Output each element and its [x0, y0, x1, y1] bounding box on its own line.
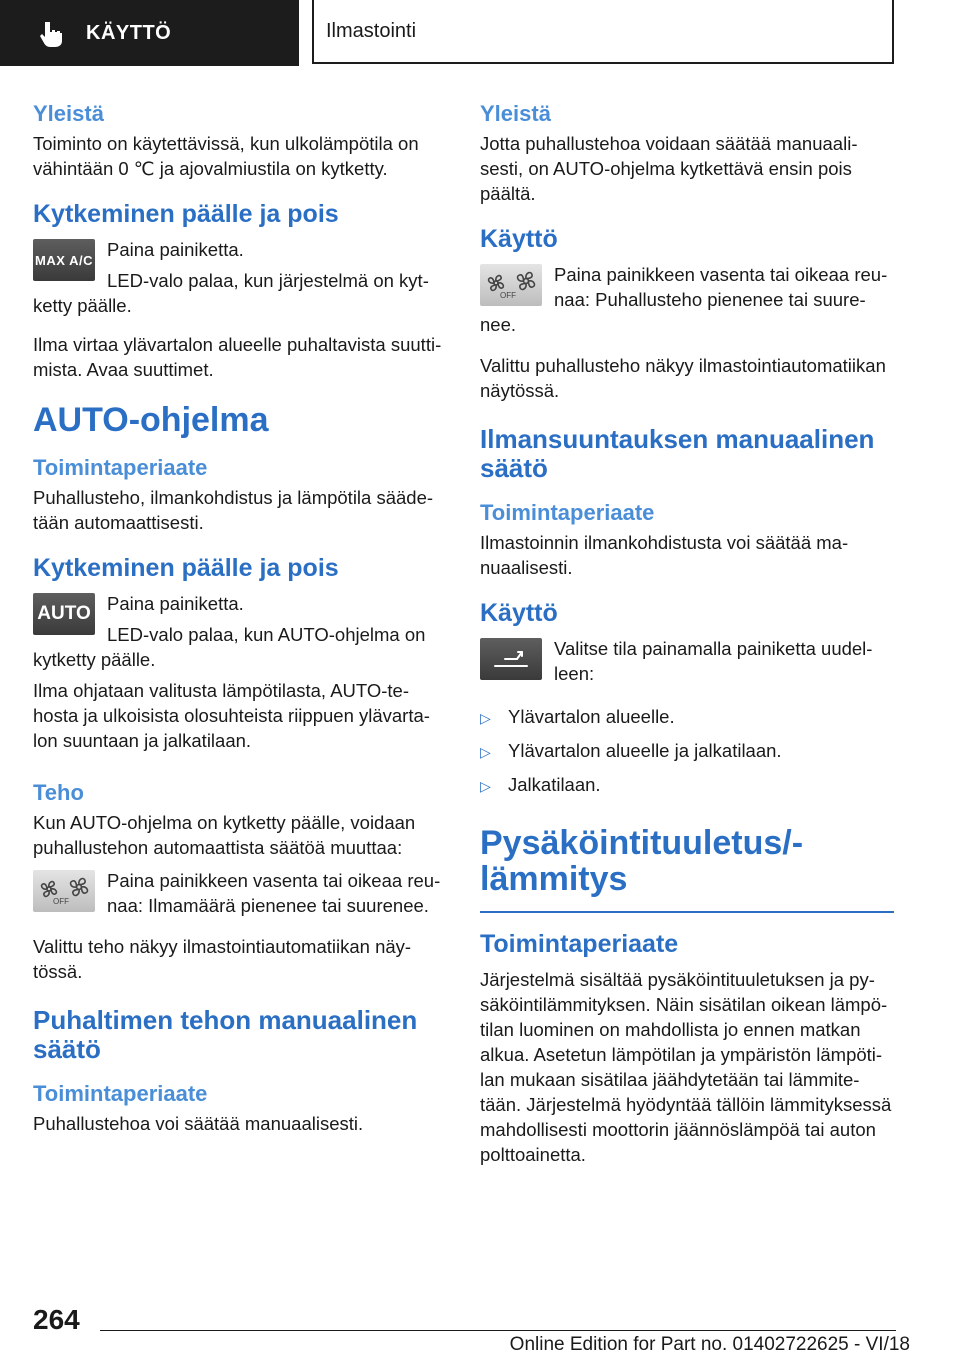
- paragraph-valittu-right: Valittu puhallusteho näkyy ilmastointiautomatiikan näytössä.: [480, 355, 886, 401]
- page-number: 264: [33, 1304, 80, 1335]
- heading-kytkeminen-1: Kytkeminen päälle ja pois: [33, 200, 339, 228]
- auto-instruction: [33, 591, 447, 678]
- left-column: [33, 100, 447, 1144]
- paragraph-yleista: Toiminto on käytettävissä, kun ulkolämpötila on vähintään 0 ℃ ja ajovalmiustila on kytketty.: [33, 133, 419, 179]
- section-divider: [480, 911, 894, 913]
- list-item: ▷ Ylävartalon alueelle.: [480, 704, 894, 731]
- paragraph-kaytto-1: Paina painikkeen vasenta tai oikeaa reunaa: Puhallusteho pienenee tai suurenee.: [480, 264, 888, 335]
- edition-text: Online Edition for Part no. 01402722625 - VI/18: [509, 1334, 910, 1355]
- heading-toimintaperiaate-2: Toimintaperiaate: [33, 1081, 208, 1106]
- paragraph-yleista-right: Jotta puhallustehoa voidaan säätää manuaalisesti, on AUTO-ohjelma kytkettävä ensin pois päältä.: [480, 133, 858, 204]
- paragraph-paina-1: Paina painiketta.: [107, 239, 244, 260]
- air-direction-button-icon: [480, 638, 542, 680]
- air-direction-icon: [491, 646, 531, 672]
- paragraph-toimintaperiaate-3: Järjestelmä sisältää pysäköintituuletuksen ja pysäköintilämmityksen. Näin sisätilan oikean lämpötilan luominen on mahdollista jo ennen matkan alkua. Asetetun lämpötilan ja ympäristön lämpötilan mukaan sisätilaa jäähdytetään tai lämmitetään. Järjestelmä hyödyntää tällöin lämmityksessä mahdollisesti moottorin jäännöslämpöä tai auton polttoainetta.: [480, 969, 892, 1165]
- paragraph-kaytto-2: Valitse tila painamalla painiketta uudelleen:: [554, 638, 873, 684]
- triangle-bullet-icon: ▷: [480, 710, 491, 726]
- tab-kaytto[interactable]: [0, 0, 299, 66]
- heading-yleista: Yleistä: [33, 101, 104, 126]
- paragraph-ilma-ohjataan: Ilma ohjataan valitusta lämpötilasta, AUTO-tehosta ja ulkoisista olosuhteista riippuen ylävartalon suuntaan ja jalkatilaan.: [33, 680, 430, 751]
- triangle-bullet-icon: ▷: [480, 778, 491, 794]
- heading-toimintaperiaate-right: Toimintaperiaate: [480, 500, 655, 525]
- fan-button-icon-right: [480, 264, 542, 306]
- tab-kaytto-label: KÄYTTÖ: [86, 21, 172, 44]
- paragraph-paina-2: Paina painiketta.: [107, 593, 244, 614]
- auto-button-label: AUTO: [37, 603, 91, 624]
- heading-toimintaperiaate-1: Toimintaperiaate: [33, 455, 208, 480]
- heading-pysakointituuletus: Pysäköintituuletus/-lämmitys: [480, 824, 804, 898]
- page-footer: [0, 1290, 960, 1362]
- hand-pointer-icon: [38, 19, 66, 47]
- heading-teho: Teho: [33, 780, 84, 805]
- list-item: ▷ Jalkatilaan.: [480, 772, 894, 799]
- tab-ilmastointi[interactable]: [312, 0, 894, 64]
- triangle-bullet-icon: ▷: [480, 744, 491, 760]
- max-ac-instruction: [33, 237, 447, 324]
- paragraph-led-1: LED-valo palaa, kun järjestelmä on kytketty päälle.: [33, 270, 429, 316]
- heading-kaytto-2: Käyttö: [480, 599, 558, 627]
- paragraph-valittu-teho: Valittu teho näkyy ilmastointiautomatiikan näytössä.: [33, 936, 412, 982]
- fan-button-icon: [33, 870, 95, 912]
- heading-kaytto-1: Käyttö: [480, 225, 558, 253]
- right-column: [480, 100, 894, 1175]
- paragraph-teho-button: Paina painikkeen vasenta tai oikeaa reunaa: Ilmamäärä pienenee tai suurenee.: [107, 870, 441, 916]
- heading-yleista-right: Yleistä: [480, 101, 551, 126]
- heading-ilmansuuntaus: Ilmansuuntauksen manuaalinen säätö: [480, 424, 875, 483]
- heading-kytkeminen-2: Kytkeminen päälle ja pois: [33, 554, 339, 582]
- footer-divider: [100, 1330, 896, 1331]
- air-direction-options: [480, 704, 894, 799]
- fan-off-label: OFF: [53, 897, 69, 906]
- heading-auto-ohjelma: AUTO-ohjelma: [33, 401, 269, 439]
- paragraph-toimintaperiaate-1: Puhallusteho, ilmankohdistus ja lämpötila säädetään automaattisesti.: [33, 487, 434, 533]
- max-ac-button-label: MAX A/C: [35, 252, 93, 268]
- page-header: [0, 0, 960, 66]
- fan-instruction-left: [33, 868, 447, 924]
- fan-icon: [36, 873, 92, 909]
- fan-off-label-right: OFF: [500, 291, 516, 300]
- paragraph-toimintaperiaate-2: Puhallustehoa voi säätää manuaalisesti.: [33, 1113, 364, 1134]
- paragraph-teho: Kun AUTO-ohjelma on kytketty päälle, voidaan puhallustehon automaattista säätöä muuttaa:: [33, 812, 416, 858]
- tab-ilmastointi-label: Ilmastointi: [326, 19, 417, 42]
- fan-icon-right: [483, 267, 539, 303]
- fan-instruction-right: [480, 262, 894, 343]
- paragraph-led-2: LED-valo palaa, kun AUTO-ohjelma on kytketty päälle.: [33, 624, 426, 670]
- auto-button-icon: [33, 593, 95, 635]
- paragraph-ilma-virtaa: Ilma virtaa ylävartalon alueelle puhaltavista suuttimista. Avaa suuttimet.: [33, 334, 442, 380]
- air-direction-instruction: [480, 636, 894, 692]
- max-ac-button-icon: [33, 239, 95, 281]
- heading-toimintaperiaate-3: Toimintaperiaate: [480, 930, 679, 958]
- heading-puhaltimen: Puhaltimen tehon manuaalinen säätö: [33, 1005, 418, 1064]
- list-item: ▷ Ylävartalon alueelle ja jalkatilaan.: [480, 738, 894, 765]
- paragraph-toimintaperiaate-right: Ilmastoinnin ilmankohdistusta voi säätää manuaalisesti.: [480, 532, 849, 578]
